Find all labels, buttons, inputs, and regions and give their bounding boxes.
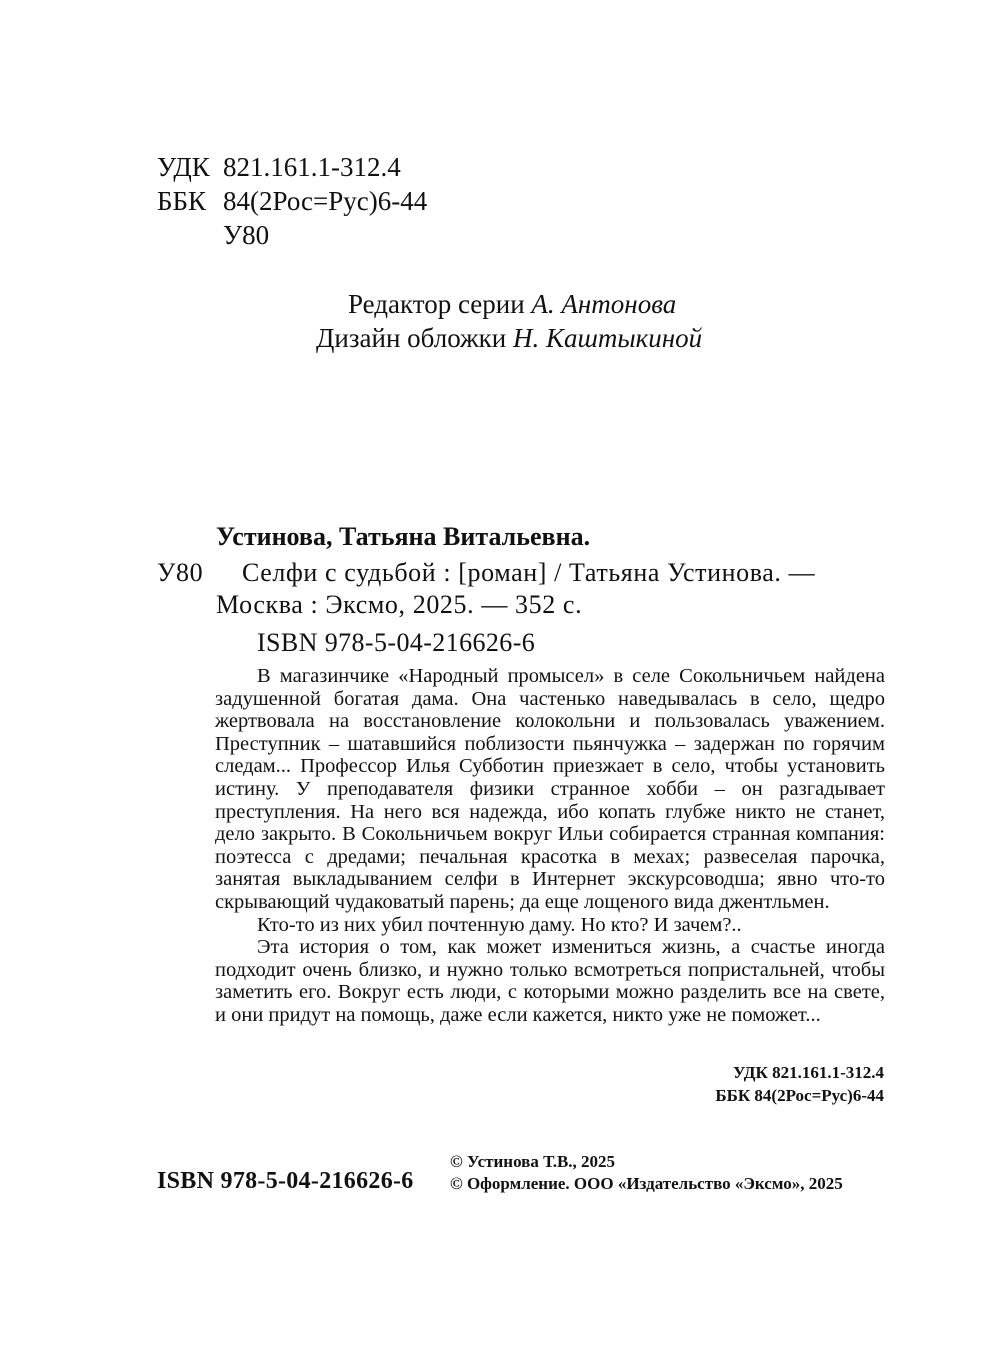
bbk-line: [157, 184, 427, 218]
entry-author: Устинова, Татьяна Витальевна.: [216, 522, 591, 551]
copyright-author: © Устинова Т.В., 2025: [450, 1152, 616, 1171]
entry-title-line1: Селфи с судьбой : [роман] / Татьяна Устинова. —: [242, 558, 816, 587]
annotation: [215, 665, 885, 1027]
entry-title-line2: Москва : Эксмо, 2025. — 352 с.: [216, 590, 583, 619]
series-editor-line: [348, 287, 676, 321]
series-editor-name: А. Антонова: [531, 289, 677, 319]
footer-bbk: ББК 84(2Рос=Рус)6-44: [715, 1086, 884, 1105]
entry-isbn: ISBN 978-5-04-216626-6: [257, 628, 536, 657]
footer-isbn: ISBN 978-5-04-216626-6: [157, 1168, 414, 1194]
cover-design-name: Н. Каштыкиной: [513, 323, 703, 353]
cover-design-label: Дизайн обложки: [316, 323, 514, 353]
footer-udk: УДК 821.161.1-312.4: [733, 1063, 884, 1082]
author-sign-top: У80: [223, 220, 270, 250]
udk-line: [157, 150, 401, 184]
annotation-paragraph-1: В магазинчике «Народный промысел» в селе Сокольничьем найдена задушенной богатая дама. Она частенько наведывалась в село, щедро жертвовала на восстановление колокольни и пользовалась уважением. Преступник – шатавшийся поблизости пьянчужка – задержан по горячим следам... Профессор Илья Субботин приезжает в село, чтобы установить истину. У преподавателя физики странное хобби – он разгадывает преступления. На него вся надежда, ибо копать глубже никто не станет, дело закрыто. В Сокольничьем вокруг Ильи собирается странная компания: поэтесса с дредами; печальная красотка в мехах; развеселая парочка, занятая выкладыванием селфи в Интернет экскурсоводша; явно что-то скрывающий чудаковатый парень; да еще лощеного вида джентльмен.: [215, 665, 885, 913]
copyright-design: © Оформление. ООО «Издательство «Эксмо», 2025: [450, 1174, 843, 1193]
cover-design-line: [316, 321, 702, 355]
annotation-paragraph-3: Эта история о том, как может измениться жизнь, а счастье иногда подходит очень близко, и нужно только всмотреться попристальней, чтобы заметить его. Вокруг есть люди, с которыми можно разделить все на свете, и они придут на помощь, даже если кажется, никто уже не поможет...: [215, 936, 885, 1026]
bbk-label: ББК: [157, 186, 207, 216]
series-editor-label: Редактор серии: [348, 289, 532, 319]
bbk-value: 84(2Рос=Рус)6-44: [223, 186, 428, 216]
udk-label: УДК: [157, 152, 210, 182]
udk-value: 821.161.1-312.4: [223, 152, 401, 182]
annotation-paragraph-2: Кто-то из них убил почтенную даму. Но кто? И зачем?..: [257, 913, 742, 936]
entry-sign: У80: [157, 558, 204, 587]
